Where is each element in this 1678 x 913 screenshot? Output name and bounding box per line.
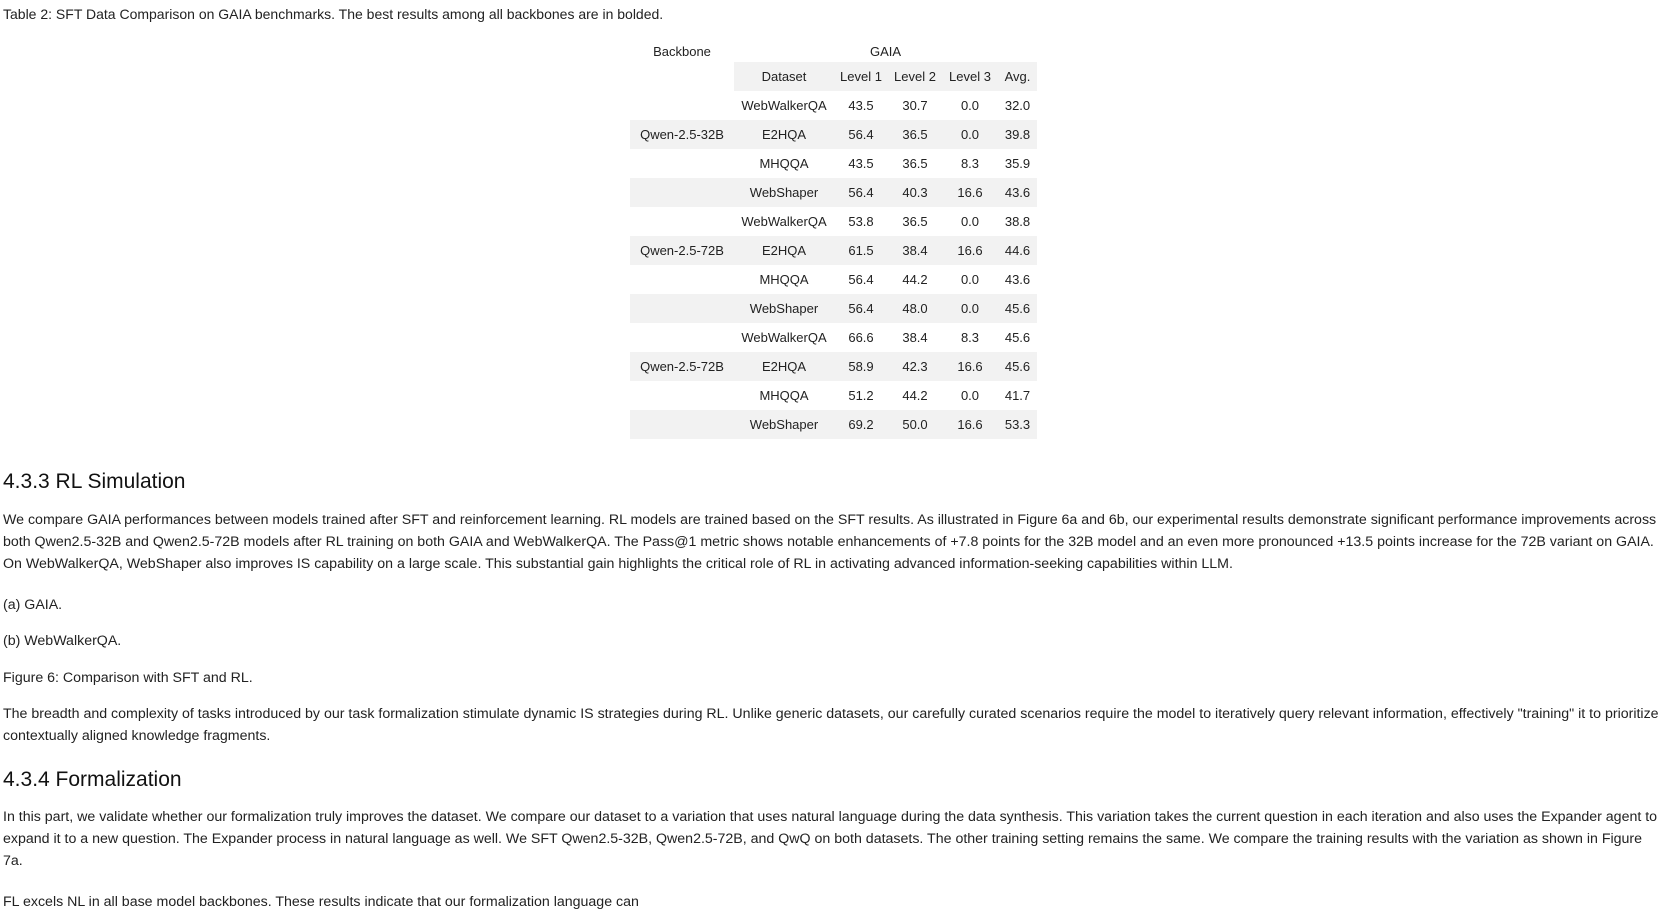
gaia-table-container bbox=[630, 41, 1037, 439]
cell-dataset: WebWalkerQA bbox=[741, 330, 827, 345]
cell-avg: 32.0 bbox=[1004, 98, 1031, 113]
cell-level-2: 42.3 bbox=[888, 352, 942, 381]
cell-level-1: 56.4 bbox=[834, 178, 888, 207]
cell-backbone bbox=[630, 265, 734, 294]
cell-dataset: MHQQA bbox=[759, 156, 809, 171]
cell-level-2: 36.5 bbox=[888, 120, 942, 149]
cell-backbone bbox=[630, 149, 734, 178]
cell-level-2: 44.2 bbox=[902, 272, 928, 287]
cell-backbone: Qwen-2.5-72B bbox=[630, 236, 734, 265]
table-row bbox=[630, 149, 1037, 178]
table-row bbox=[630, 381, 1037, 410]
header-level-1: Level 1 bbox=[834, 62, 888, 91]
cell-level-1: 69.2 bbox=[834, 410, 888, 439]
cell-dataset: MHQQA bbox=[759, 388, 809, 403]
cell-level-3: 8.3 bbox=[960, 330, 980, 345]
header-dataset: Dataset bbox=[734, 62, 834, 91]
cell-backbone: Qwen-2.5-72B bbox=[630, 352, 734, 381]
cell-dataset: E2HQA bbox=[734, 236, 834, 265]
cell-level-2: 40.3 bbox=[888, 178, 942, 207]
cell-level-3: 16.6 bbox=[942, 178, 998, 207]
cell-avg: 38.8 bbox=[1004, 214, 1031, 229]
cell-level-3: 0.0 bbox=[942, 294, 998, 323]
cell-backbone bbox=[630, 410, 734, 439]
cell-level-1: 56.4 bbox=[848, 272, 874, 287]
header-backbone: Backbone bbox=[653, 44, 711, 59]
table-row bbox=[630, 91, 1037, 120]
cell-dataset: WebWalkerQA bbox=[741, 214, 827, 229]
gaia-results-table bbox=[630, 41, 1037, 439]
cell-level-1: 56.4 bbox=[834, 294, 888, 323]
paragraph-formalization-method: In this part, we validate whether our formalization truly improves the dataset. We compare our dataset to a variation that uses natural language during the data synthesis. This variation takes the current question in each iteration and also uses the Expander agent to expand it to a new question. The Expander process in natural language as well. We SFT Qwen2.5-32B, Qwen2.5-72B, and QwQ on both datasets. The other training setting remains the same. We compare the training results with the variation as shown in Figure 7a. bbox=[3, 809, 1658, 869]
cell-dataset: WebWalkerQA bbox=[741, 98, 827, 113]
cell-avg: 45.6 bbox=[998, 294, 1037, 323]
cell-level-1: 61.5 bbox=[834, 236, 888, 265]
cell-level-3: 0.0 bbox=[942, 120, 998, 149]
header-level-2: Level 2 bbox=[888, 62, 942, 91]
cell-dataset: E2HQA bbox=[734, 120, 834, 149]
paragraph-rl-results: We compare GAIA performances between models trained after SFT and reinforcement learning. RL models are trained based on the SFT results. As illustrated in Figure 6a and 6b, our experimental results demonstrate significant performance improvements across both Qwen2.5-32B and Qwen2.5-72B models after RL training on both GAIA and WebWalkerQA. The Pass@1 metric shows notable enhancements of +7.8 points for the 32B model and an even more pronounced +13.5 points increase for the 72B variant on GAIA. On WebWalkerQA, WebShaper also improves IS capability on a large scale. This substantial gain highlights the critical role of RL in activating advanced information-seeking capabilities within LLM. bbox=[3, 512, 1657, 572]
cell-level-3: 0.0 bbox=[960, 272, 980, 287]
table-row bbox=[630, 265, 1037, 294]
cell-level-2: 48.0 bbox=[888, 294, 942, 323]
cell-avg: 41.7 bbox=[1004, 388, 1031, 403]
cell-level-1: 43.5 bbox=[848, 98, 874, 113]
cell-dataset: MHQQA bbox=[759, 272, 809, 287]
cell-level-2: 36.5 bbox=[902, 214, 928, 229]
header-avg: Avg. bbox=[998, 62, 1037, 91]
figure-caption: Figure 6: Comparison with SFT and RL. bbox=[3, 670, 253, 686]
cell-level-1: 66.6 bbox=[848, 330, 874, 345]
cell-level-2: 44.2 bbox=[902, 388, 928, 403]
header-gaia-group: GAIA bbox=[869, 44, 902, 59]
cell-level-2: 30.7 bbox=[902, 98, 928, 113]
cell-level-3: 0.0 bbox=[960, 214, 980, 229]
cell-backbone bbox=[630, 323, 734, 352]
cell-level-1: 53.8 bbox=[848, 214, 874, 229]
cell-avg: 35.9 bbox=[1004, 156, 1031, 171]
cell-level-2: 50.0 bbox=[888, 410, 942, 439]
table-row bbox=[630, 410, 1037, 439]
paragraph-formalization-results: FL excels NL in all base model backbones. These results indicate that our formalization language can bbox=[3, 894, 639, 910]
cell-level-2: 38.4 bbox=[888, 236, 942, 265]
cell-dataset: WebShaper bbox=[734, 178, 834, 207]
table-row bbox=[630, 236, 1037, 265]
cell-avg: 44.6 bbox=[998, 236, 1037, 265]
cell-avg: 43.6 bbox=[1004, 272, 1031, 287]
table-row bbox=[630, 294, 1037, 323]
cell-level-3: 0.0 bbox=[960, 98, 980, 113]
cell-level-3: 0.0 bbox=[960, 388, 980, 403]
cell-dataset: WebShaper bbox=[734, 410, 834, 439]
cell-level-1: 43.5 bbox=[848, 156, 874, 171]
cell-level-3: 16.6 bbox=[942, 236, 998, 265]
cell-level-3: 8.3 bbox=[960, 156, 980, 171]
cell-avg: 53.3 bbox=[998, 410, 1037, 439]
subfigure-caption-b: (b) WebWalkerQA. bbox=[3, 633, 122, 649]
table-row bbox=[630, 178, 1037, 207]
cell-level-1: 58.9 bbox=[834, 352, 888, 381]
cell-dataset: E2HQA bbox=[734, 352, 834, 381]
cell-avg: 45.6 bbox=[998, 352, 1037, 381]
cell-avg: 39.8 bbox=[998, 120, 1037, 149]
cell-level-3: 16.6 bbox=[942, 410, 998, 439]
cell-level-2: 36.5 bbox=[902, 156, 928, 171]
cell-level-1: 56.4 bbox=[834, 120, 888, 149]
section-heading-rl-simulation: 4.3.3 RL Simulation bbox=[3, 470, 186, 493]
table-caption: Table 2: SFT Data Comparison on GAIA benchmarks. The best results among all backbones are in bolded. bbox=[3, 6, 664, 22]
table-row bbox=[630, 352, 1037, 381]
cell-backbone: Qwen-2.5-32B bbox=[630, 120, 734, 149]
cell-dataset: WebShaper bbox=[734, 294, 834, 323]
table-row bbox=[630, 120, 1037, 149]
cell-avg: 45.6 bbox=[1004, 330, 1031, 345]
cell-backbone bbox=[630, 207, 734, 236]
table-row bbox=[630, 323, 1037, 352]
section-heading-formalization: 4.3.4 Formalization bbox=[3, 768, 182, 791]
cell-backbone bbox=[630, 91, 734, 120]
cell-level-3: 16.6 bbox=[942, 352, 998, 381]
cell-avg: 43.6 bbox=[998, 178, 1037, 207]
cell-backbone bbox=[630, 178, 734, 207]
cell-level-2: 38.4 bbox=[902, 330, 928, 345]
table-row bbox=[630, 207, 1037, 236]
cell-backbone bbox=[630, 294, 734, 323]
cell-backbone bbox=[630, 381, 734, 410]
header-level-3: Level 3 bbox=[942, 62, 998, 91]
paragraph-task-formalization: The breadth and complexity of tasks introduced by our task formalization stimulate dynamic IS strategies during RL. Unlike generic datasets, our carefully curated scenarios require the model to iteratively query relevant information, effectively "training" it to prioritize contextually aligned knowledge fragments. bbox=[3, 706, 1659, 744]
subfigure-caption-a: (a) GAIA. bbox=[3, 597, 63, 613]
cell-level-1: 51.2 bbox=[848, 388, 874, 403]
